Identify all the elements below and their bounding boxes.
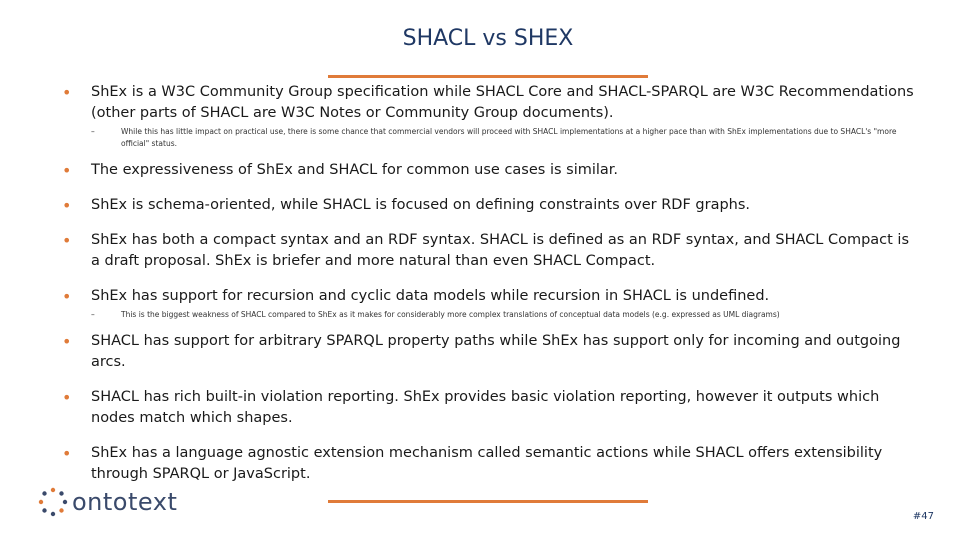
bullet-dot: • [62, 161, 72, 180]
bullet-item [62, 82, 922, 150]
bullet-text: SHACL has support for arbitrary SPARQL property paths while ShEx has support only for incoming and outgoing arcs. [91, 333, 901, 370]
sub-bullet-item [91, 126, 922, 150]
slide-title: SHACL vs SHEX [402, 26, 574, 51]
logo-text: ontotext [72, 488, 178, 516]
bullet-text: ShEx has a language agnostic extension mechanism called semantic actions while SHACL offers extensibility through SPARQL or JavaScript. [91, 445, 883, 482]
bullet-dot: • [62, 83, 72, 102]
bullet-item [62, 160, 922, 181]
bullet-dot: • [62, 444, 72, 463]
bullet-dot: • [62, 332, 72, 351]
bullet-item [62, 286, 922, 321]
bullet-text: ShEx has both a compact syntax and an RDF syntax. SHACL is defined as an RDF syntax, and SHACL Compact is a draft proposal. ShEx is briefer and more natural than even SHACL Compact. [91, 232, 910, 269]
title-underline [328, 75, 648, 78]
bullet-item [62, 443, 922, 485]
bullet-text: ShEx has support for recursion and cyclic data models while recursion in SHACL is undefined. [91, 288, 770, 304]
sub-bullet-text: This is the biggest weakness of SHACL compared to ShEx as it makes for considerably more complex translations of conceptual data models (e.g. expressed as UML diagrams) [121, 310, 780, 319]
page-number: #47 [912, 511, 934, 522]
bullet-item [62, 387, 922, 429]
bullet-item [62, 230, 922, 272]
ontotext-logo [38, 487, 177, 517]
bullet-text: The expressiveness of ShEx and SHACL for common use cases is similar. [91, 162, 619, 178]
bullet-text: SHACL has rich built-in violation reporting. ShEx provides basic violation reporting, however it outputs which nodes match which shapes. [91, 389, 880, 426]
footer-rule [328, 500, 648, 503]
bullet-dot: • [62, 231, 72, 250]
bullet-text: ShEx is schema-oriented, while SHACL is focused on defining constraints over RDF graphs. [91, 197, 751, 213]
bullet-item [62, 331, 922, 373]
sub-bullet-text: While this has little impact on practical use, there is some chance that commercial vendors will proceed with SHACL implementations at a higher pace than with ShEx implementations due to SHACL's "more official" status. [121, 127, 897, 148]
bullet-dot: • [62, 388, 72, 407]
bullet-item [62, 195, 922, 216]
bullet-text: ShEx is a W3C Community Group specification while SHACL Core and SHACL-SPARQL are W3C Recommendations (other parts of SHACL are W3C Notes or Community Group documents). [91, 84, 914, 121]
bullet-dot: • [62, 287, 72, 306]
bullet-dot: • [62, 196, 72, 215]
sub-bullet-dash: – [91, 127, 95, 136]
bullet-list [62, 82, 922, 499]
ontotext-logo-mark-icon [38, 487, 68, 517]
sub-bullet-dash: – [91, 310, 95, 319]
sub-bullet-item [91, 309, 922, 321]
